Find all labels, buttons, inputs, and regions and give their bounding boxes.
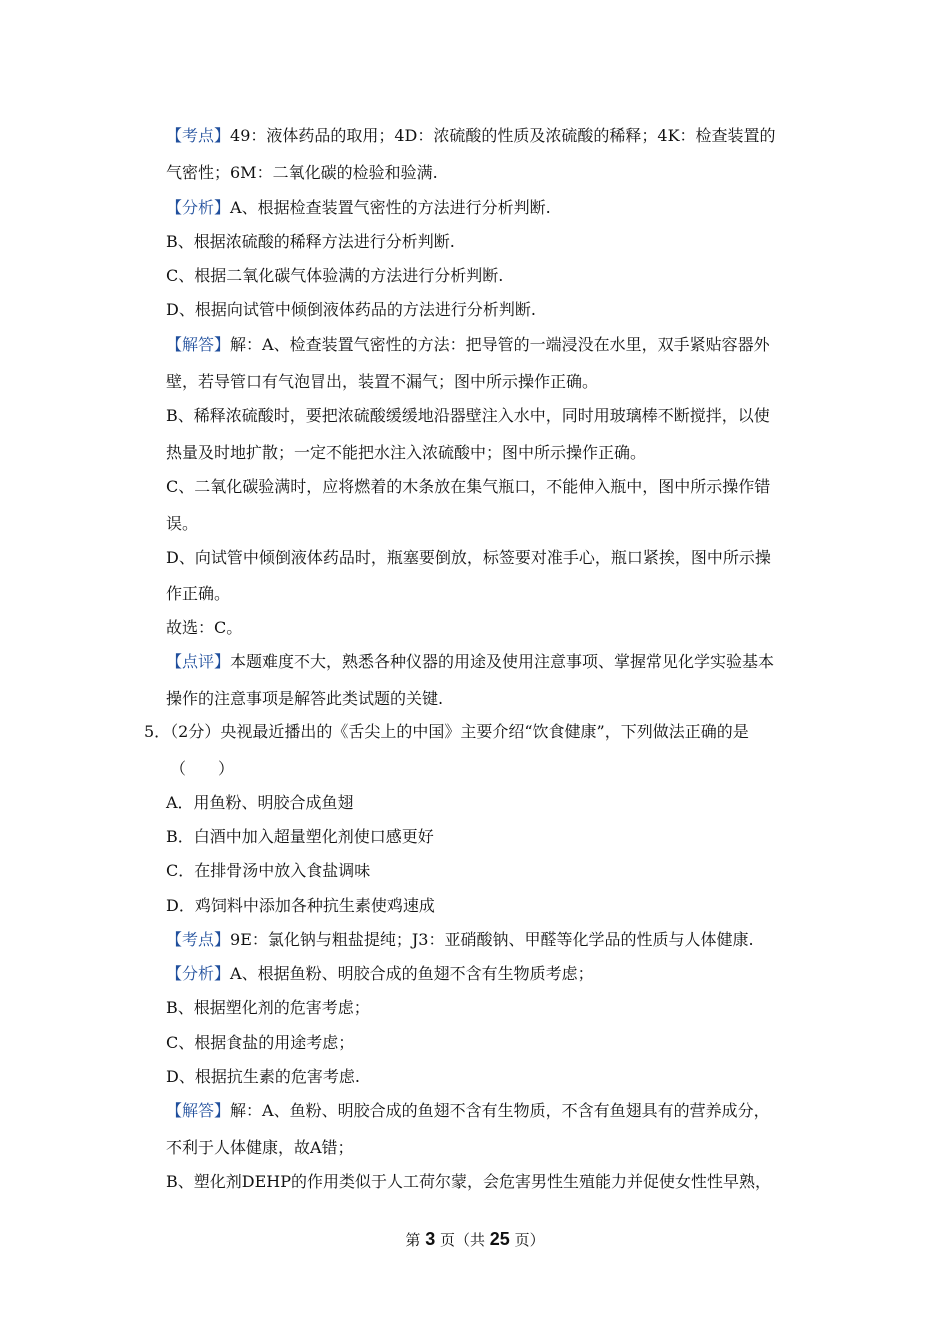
total-pages: 25 bbox=[489, 1229, 510, 1249]
q4-fenxi-line-2: B、根据浓硫酸的稀释方法进行分析判断. bbox=[166, 232, 455, 251]
q4-jieda-line-8: 作正确。 bbox=[166, 584, 231, 603]
q4-dianping-line-1: 【点评】本题难度不大，熟悉各种仪器的用途及使用注意事项、掌握常见化学实验基本 bbox=[166, 652, 775, 671]
kaodian-tag: 【考点】 bbox=[166, 930, 231, 949]
q4-fenxi-line-1: 【分析】A、根据检查装置气密性的方法进行分析判断. bbox=[166, 198, 551, 217]
q4-fenxi-line-4: D、根据向试管中倾倒液体药品的方法进行分析判断. bbox=[166, 300, 536, 319]
q4-kaodian-line-2: 气密性；6M：二氧化碳的检验和验满. bbox=[166, 163, 438, 182]
q5-stem-line-2: （ ） bbox=[170, 759, 235, 778]
q4-jieda-line-1: 【解答】解：A、检查装置气密性的方法：把导管的一端浸没在水里，双手紧贴容器外 bbox=[166, 335, 770, 354]
q5-option-c: C．在排骨汤中放入食盐调味 bbox=[166, 861, 371, 880]
q4-jieda-line-3: B、稀释浓硫酸时，要把浓硫酸缓缓地沿器壁注入水中，同时用玻璃棒不断搅拌，以使 bbox=[166, 406, 770, 425]
fenxi-tag: 【分析】 bbox=[166, 198, 231, 217]
q5-fenxi-line-2: B、根据塑化剂的危害考虑； bbox=[166, 998, 370, 1017]
fenxi-tag: 【分析】 bbox=[166, 964, 231, 983]
q5-kaodian-line-1: 【考点】9E：氯化钠与粗盐提纯；J3：亚硝酸钠、甲醛等化学品的性质与人体健康. bbox=[166, 930, 754, 949]
q5-jieda-line-2: 不利于人体健康，故A错； bbox=[166, 1138, 354, 1157]
page-footer: 第 3 页（共 25 页） bbox=[405, 1229, 545, 1249]
q4-jieda-line-2: 壁，若导管口有气泡冒出，装置不漏气；图中所示操作正确。 bbox=[166, 372, 599, 391]
q5-fenxi-line-3: C、根据食盐的用途考虑； bbox=[166, 1033, 355, 1052]
q5-jieda-line-3: B、塑化剂DEHP的作用类似于人工荷尔蒙，会危害男性生殖能力并促使女性性早熟， bbox=[166, 1172, 771, 1191]
q5-stem-line-1: 5．（2分）央视最近播出的《舌尖上的中国》主要介绍“饮食健康”，下列做法正确的是 bbox=[144, 722, 749, 741]
q4-jieda-line-7: D、向试管中倾倒液体药品时，瓶塞要倒放，标签要对准手心，瓶口紧挨，图中所示操 bbox=[166, 548, 771, 567]
q4-dianping-line-2: 操作的注意事项是解答此类试题的关键. bbox=[166, 689, 444, 708]
kaodian-tag: 【考点】 bbox=[166, 126, 231, 145]
dianping-tag: 【点评】 bbox=[166, 652, 231, 671]
q5-option-b: B．白酒中加入超量塑化剂使口感更好 bbox=[166, 827, 434, 846]
q5-fenxi-line-1: 【分析】A、根据鱼粉、明胶合成的鱼翅不含有生物质考虑； bbox=[166, 964, 594, 983]
q5-option-a: A．用鱼粉、明胶合成鱼翅 bbox=[166, 793, 354, 812]
q4-jieda-line-5: C、二氧化碳验满时，应将燃着的木条放在集气瓶口，不能伸入瓶中，图中所示操作错 bbox=[166, 477, 771, 496]
q5-option-d: D．鸡饲料中添加各种抗生素使鸡速成 bbox=[166, 896, 435, 915]
q4-jieda-line-9: 故选：C。 bbox=[166, 618, 243, 637]
jieda-tag: 【解答】 bbox=[166, 335, 231, 354]
q5-jieda-line-1: 【解答】解：A、鱼粉、明胶合成的鱼翅不含有生物质，不含有鱼翅具有的营养成分， bbox=[166, 1101, 770, 1120]
q5-fenxi-line-4: D、根据抗生素的危害考虑. bbox=[166, 1067, 360, 1086]
q4-fenxi-line-3: C、根据二氧化碳气体验满的方法进行分析判断. bbox=[166, 266, 504, 285]
q4-jieda-line-6: 误。 bbox=[166, 514, 199, 533]
q4-kaodian-line-1: 【考点】49：液体药品的取用；4D：浓硫酸的性质及浓硫酸的稀释；4K：检查装置的 bbox=[166, 126, 776, 145]
page-number: 3 bbox=[425, 1229, 436, 1249]
jieda-tag: 【解答】 bbox=[166, 1101, 231, 1120]
q4-jieda-line-4: 热量及时地扩散；一定不能把水注入浓硫酸中；图中所示操作正确。 bbox=[166, 443, 647, 462]
